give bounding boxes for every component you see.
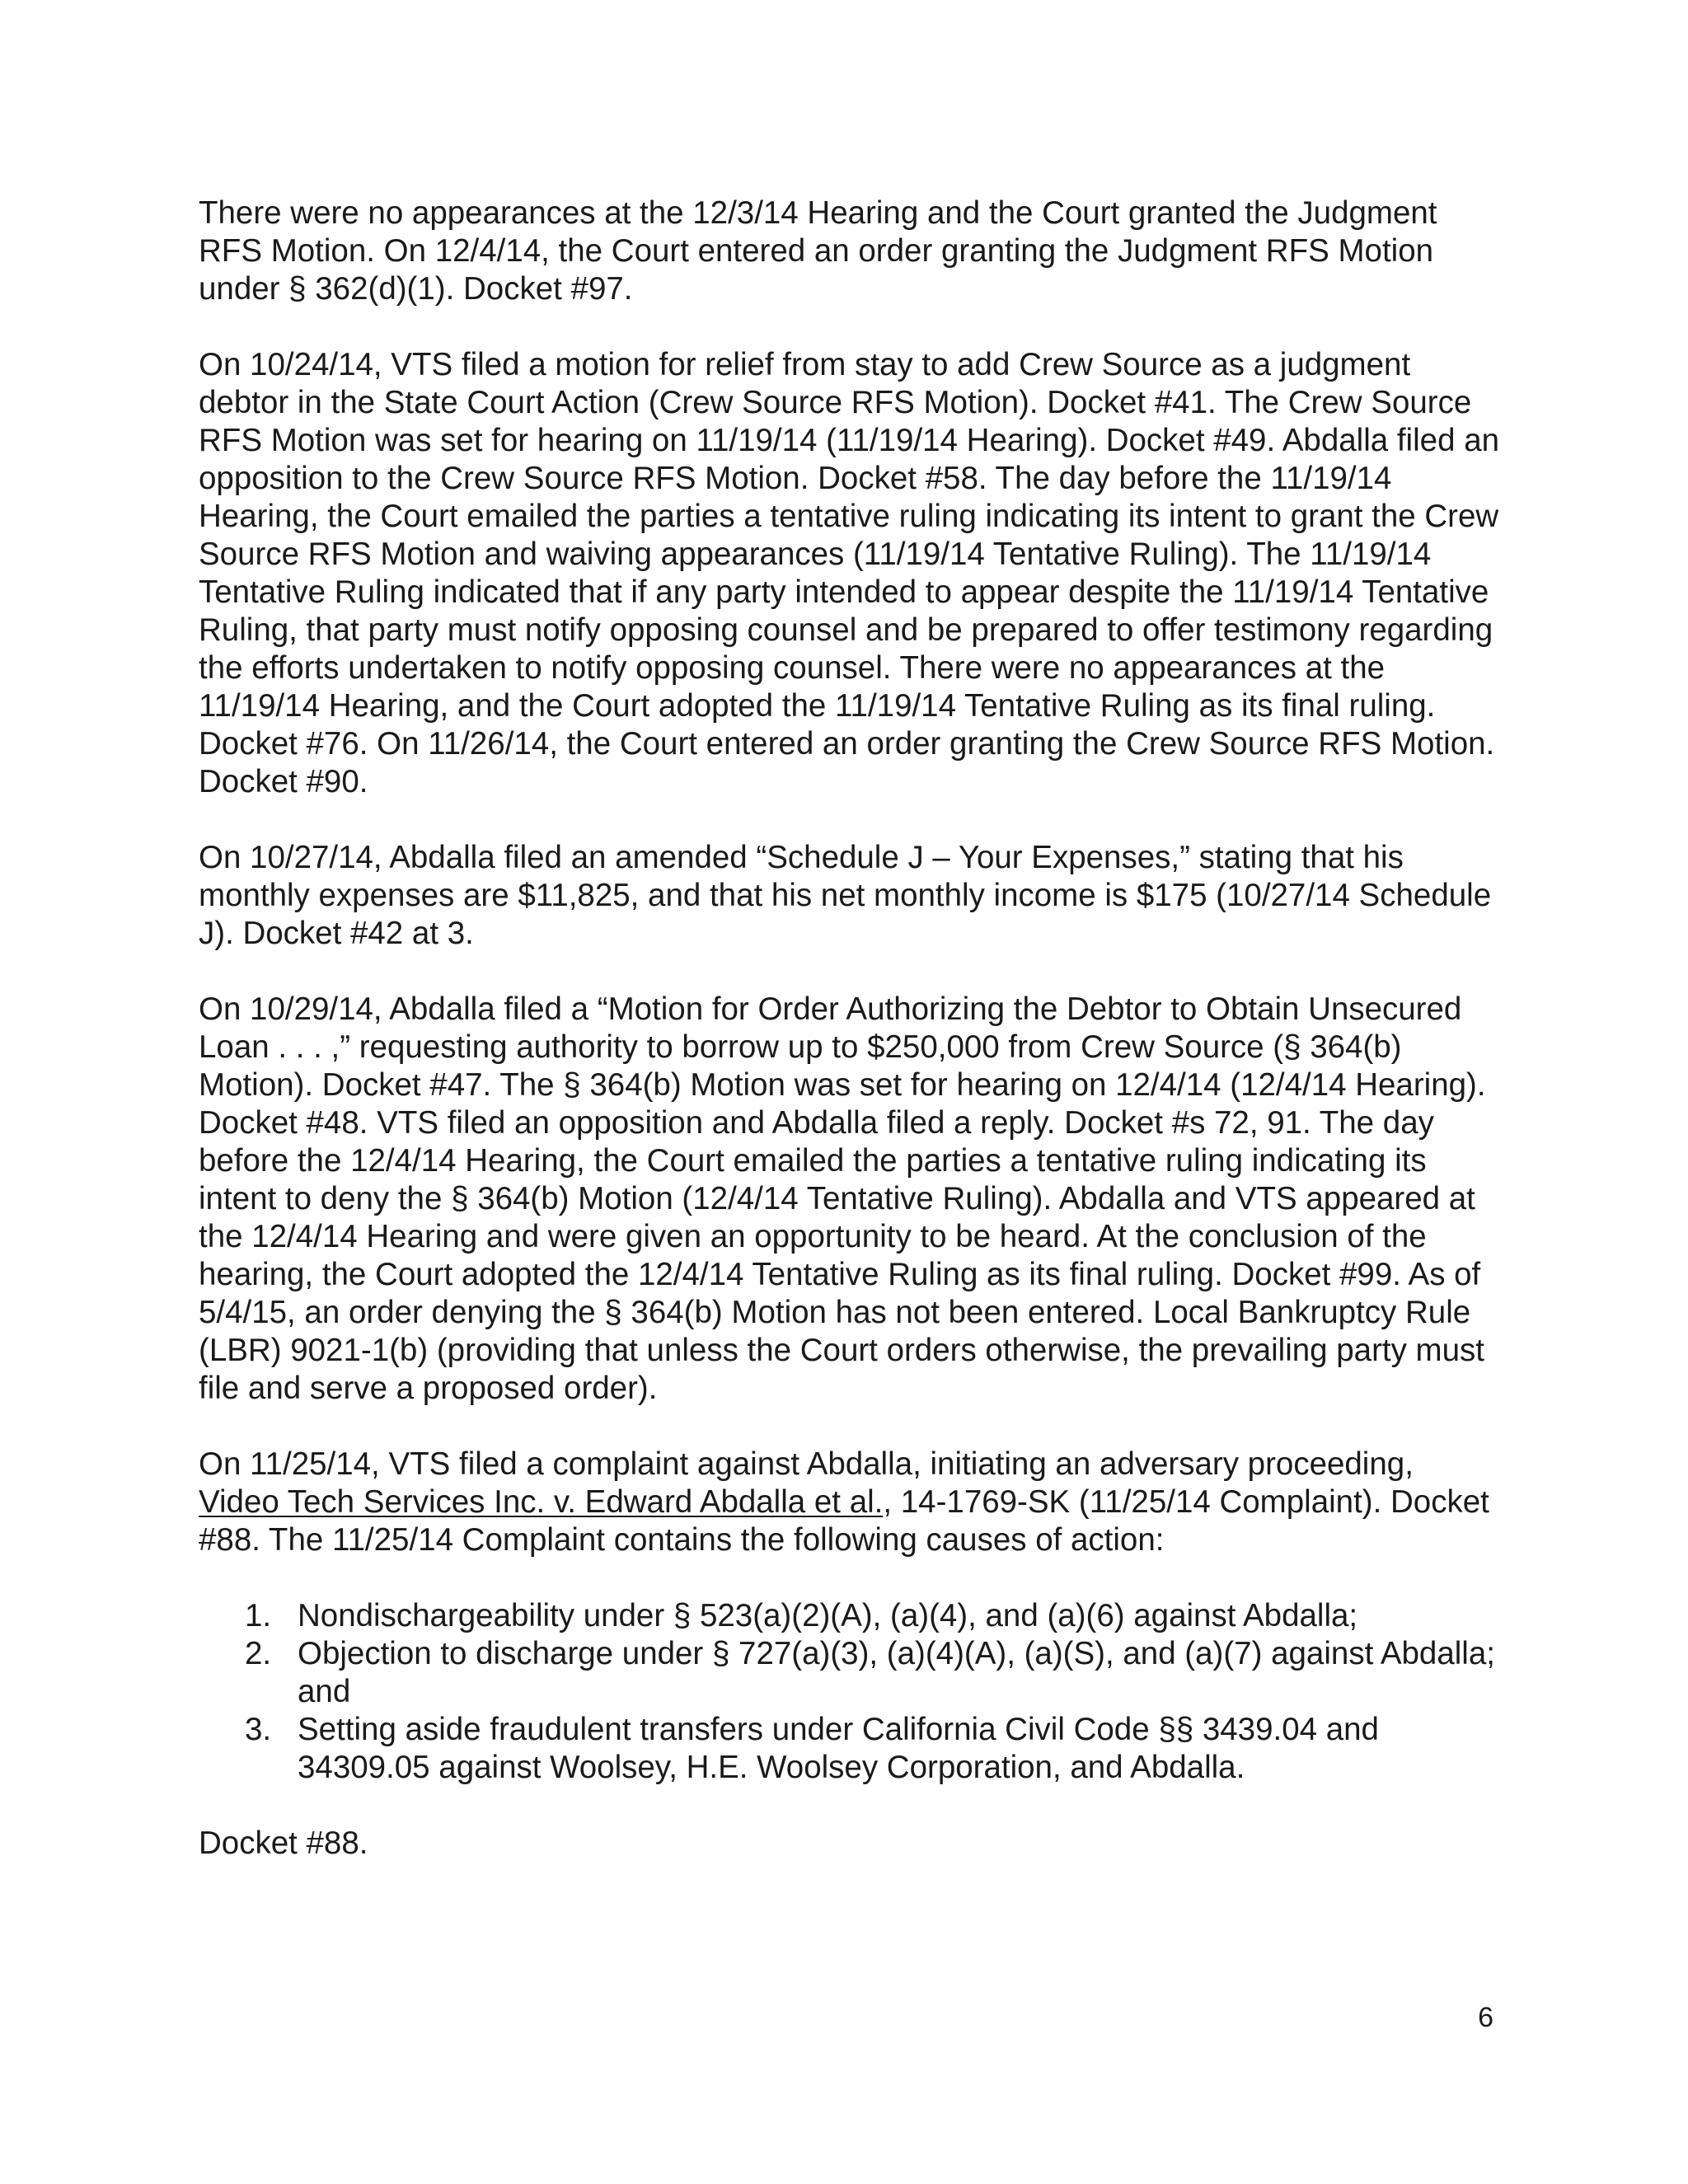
paragraph-judgment-rfs-order: There were no appearances at the 12/3/14 Hearing and the Court granted the Judgment RFS Motion. On 12/4/14, the Court entered an order granting the Judgment RFS Motion under § 362(d)(1). Docket #97. bbox=[199, 195, 1437, 307]
case-name: Video Tech Services Inc. v. Edward Abdalla et al. bbox=[199, 1484, 884, 1520]
list-item bbox=[199, 1711, 1501, 1787]
complaint-text-end: , 14-1769-SK (11/25/14 Complaint). Docket #88. The 11/25/14 Complaint contains the following causes of action: bbox=[199, 1484, 1489, 1558]
paragraph-closing-docket: Docket #88. bbox=[199, 1825, 368, 1861]
document-body bbox=[199, 194, 1501, 1900]
list-item-number: 2. bbox=[245, 1636, 272, 1671]
paragraph-schedule-j: On 10/27/14, Abdalla filed an amended “Schedule J – Your Expenses,” stating that his monthly expenses are $11,825, and that his net monthly income is $175 (10/27/14 Schedule J). Docket #42 at 3. bbox=[199, 840, 1492, 951]
list-item bbox=[199, 1635, 1501, 1711]
paragraph-adversary-complaint bbox=[199, 1446, 1501, 1559]
list-item-text: Objection to discharge under § 727(a)(3), (a)(4)(A), (a)(S), and (a)(7) against Abdalla; and bbox=[298, 1636, 1495, 1709]
list-item bbox=[199, 1597, 1501, 1635]
causes-of-action-list bbox=[199, 1597, 1501, 1787]
page-number: 6 bbox=[1478, 2002, 1493, 2033]
list-item-text: Setting aside fraudulent transfers under California Civil Code §§ 3439.04 and 34309.05 against Woolsey, H.E. Woolsey Corporation, and Abdalla. bbox=[298, 1712, 1379, 1785]
list-item-number: 1. bbox=[245, 1598, 272, 1633]
paragraph-crew-source-rfs-motion: On 10/24/14, VTS filed a motion for relief from stay to add Crew Source as a judgment debtor in the State Court Action (Crew Source RFS Motion). Docket #41. The Crew Source RFS Motion was set for hearing on 11/19/14 (11/19/14 Hearing). Docket #49. Abdalla filed an opposition to the Crew Source RFS Motion. Docket #58. The day before the 11/19/14 Hearing, the Court emailed the parties a tentative ruling indicating its intent to grant the Crew Source RFS Motion and waiving appearances (11/19/14 Tentative Ruling). The 11/19/14 Tentative Ruling indicated that if any party intended to appear despite the 11/19/14 Tentative Ruling, that party must notify opposing counsel and be prepared to offer testimony regarding the efforts undertaken to notify opposing counsel. There were no appearances at the 11/19/14 Hearing, and the Court adopted the 11/19/14 Tentative Ruling as its final ruling. Docket #76. On 11/26/14, the Court entered an order granting the Crew Source RFS Motion. Docket #90. bbox=[199, 347, 1500, 799]
list-item-text: Nondischargeability under § 523(a)(2)(A), (a)(4), and (a)(6) against Abdalla; bbox=[298, 1598, 1358, 1633]
complaint-text-start: On 11/25/14, VTS filed a complaint against Abdalla, initiating an adversary proceeding, bbox=[199, 1446, 1414, 1482]
list-item-number: 3. bbox=[245, 1712, 272, 1747]
paragraph-364b-motion: On 10/29/14, Abdalla filed a “Motion for Order Authorizing the Debtor to Obtain Unsecured Loan . . . ,” requesting authority to borrow up to $250,000 from Crew Source (§ 364(b) Motion). Docket #47. The § 364(b) Motion was set for hearing on 12/4/14 (12/4/14 Hearing). Docket #48. VTS filed an opposition and Abdalla filed a reply. Docket #s 72, 91. The day before the 12/4/14 Hearing, the Court emailed the parties a tentative ruling indicating its intent to deny the § 364(b) Motion (12/4/14 Tentative Ruling). Abdalla and VTS appeared at the 12/4/14 Hearing and were given an opportunity to be heard. At the conclusion of the hearing, the Court adopted the 12/4/14 Tentative Ruling as its final ruling. Docket #99. As of 5/4/15, an order denying the § 364(b) Motion has not been entered. Local Bankruptcy Rule (LBR) 9021-1(b) (providing that unless the Court orders otherwise, the prevailing party must file and serve a proposed order). bbox=[199, 991, 1486, 1406]
